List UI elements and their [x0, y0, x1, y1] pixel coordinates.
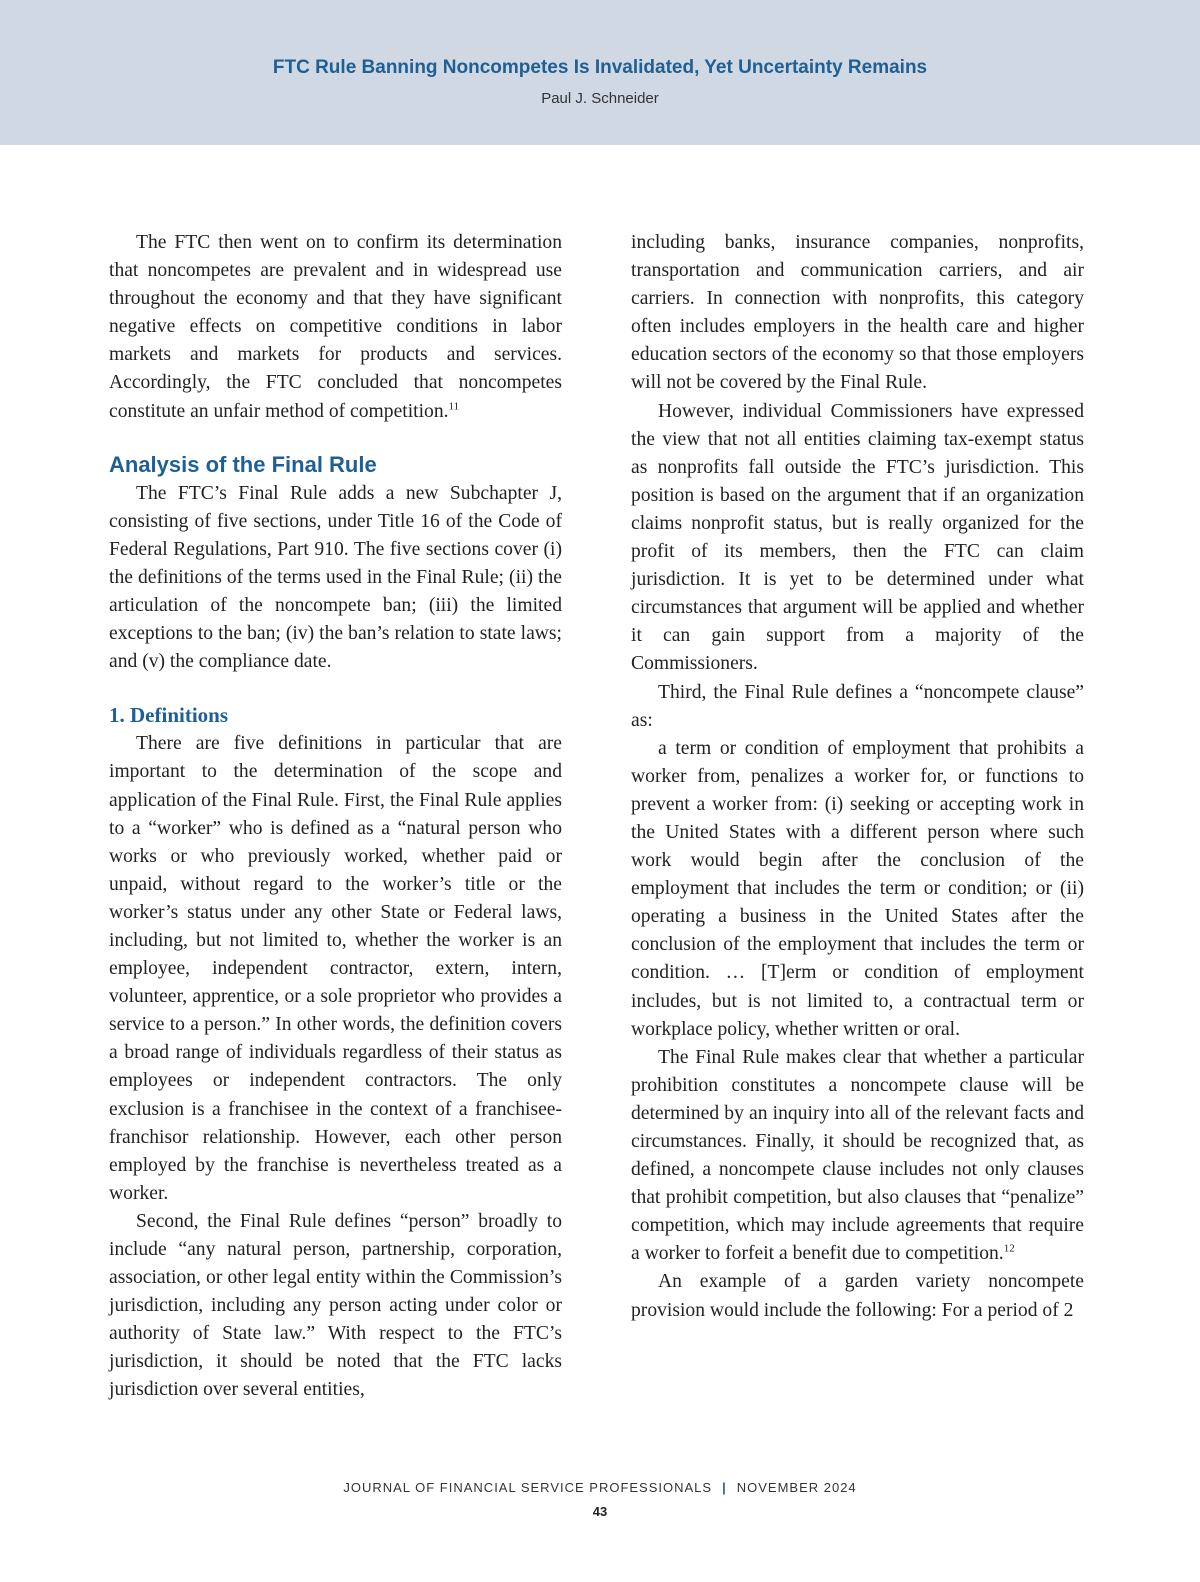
paragraph-text: The FTC then went on to confirm its determination that noncompetes are prevalent and in widespread use throughout the economy and that they have significant negative effects on competitive conditions in labor markets and markets for products and services. Accordingly, the FTC concluded that noncompetes constitute an unfair method of competition.: [109, 232, 562, 422]
subsection-heading: 1. Definitions: [109, 703, 229, 728]
article-title: FTC Rule Banning Noncompetes Is Invalidated, Yet Uncertainty Remains: [272, 57, 928, 78]
paragraph: [109, 229, 562, 426]
paragraph: The FTC’s Final Rule adds a new Subchapter J, consisting of five sections, under Title 16 of the Code of Federal Regulations, Part 910. The five sections cover (i) the definitions of the terms used in the Final Rule; (ii) the articulation of the noncompete ban; (iii) the limited exceptions to the ban; (iv) the ban’s relation to state laws; and (v) the compliance date.: [109, 482, 562, 673]
footnote-ref: 11: [448, 400, 460, 413]
paragraph: including banks, insurance companies, nonprofits, transportation and communication carriers, and air carriers. In connection with nonprofits, this category often includes employers in the health care and higher education sectors of the economy so that those employers will not be covered by the Final Rule.: [631, 232, 1084, 394]
paragraph-text: The Final Rule makes clear that whether a particular prohibition constitutes a noncompete clause will be determined by an inquiry into all of the relevant facts and circumstances. Finally, it should be recognized that, as defined, a noncompete clause includes not only clauses that prohibit competition, but also clauses that “penalize” competition, which may include agreements that require a worker to forfeit a benefit due to competition.: [631, 1046, 1084, 1265]
footer-separator: |: [722, 1480, 727, 1495]
right-column: [631, 229, 1084, 1325]
footnote-ref: 12: [1003, 1242, 1015, 1255]
issue-date: NOVEMBER 2024: [736, 1480, 857, 1495]
paragraph: [631, 1044, 1084, 1269]
article-author: Paul J. Schneider: [541, 90, 659, 107]
article-header: [0, 0, 1200, 145]
left-column: [109, 229, 562, 1405]
paragraph: However, individual Commissioners have expressed the view that not all entities claiming tax-exempt status as nonprofits fall outside the FTC’s jurisdiction. This position is based on the argument that if an organization claims nonprofit status, but is really organized for the profit of its members, then the FTC can claim jurisdiction. It is yet to be determined under what circumstances that argument will be applied and whether it can gain support from a majority of the Commissioners.: [631, 400, 1084, 675]
section-heading: Analysis of the Final Rule: [109, 451, 377, 477]
paragraph: Second, the Final Rule defines “person” broadly to include “any natural person, partnership, corporation, association, or other legal entity within the Commission’s jurisdiction, including any person acting under color or authority of State law.” With respect to the FTC’s jurisdiction, it should be noted that the FTC lacks jurisdiction over several entities,: [109, 1210, 562, 1401]
paragraph: Third, the Final Rule defines a “noncompete clause” as:: [631, 681, 1084, 731]
journal-name: JOURNAL OF FINANCIAL SERVICE PROFESSIONALS: [343, 1480, 713, 1495]
paragraph: An example of a garden variety noncompete provision would include the following: For a period of 2: [631, 1271, 1084, 1321]
block-quote: a term or condition of employment that prohibits a worker from, penalizes a worker for, or functions to prevent a worker from: (i) seeking or accepting work in the United States with a different person where such work would begin after the conclusion of the employment that includes the term or condition; or (ii) operating a business in the United States after the conclusion of the employment that includes the term or condition. … [T]erm or condition of employment includes, but is not limited to, a contractual term or workplace policy, whether written or oral.: [631, 737, 1084, 1040]
footer-journal-line: [0, 1480, 1200, 1495]
paragraph: There are five definitions in particular that are important to the determination of the scope and application of the Final Rule. First, the Final Rule applies to a “worker” who is defined as a “natural person who works or who previously worked, whether paid or unpaid, without regard to the worker’s title or the worker’s status under any other State or Federal laws, including, but not limited to, whether the worker is an employee, independent contractor, extern, intern, volunteer, apprentice, or a sole proprietor who provides a service to a person.” In other words, the definition covers a broad range of individuals regardless of their status as employees or independent contractors. The only exclusion is a franchisee in the context of a franchisee-franchisor relationship. However, each other person employed by the franchise is nevertheless treated as a worker.: [109, 733, 562, 1204]
page-number: 43: [592, 1504, 608, 1519]
